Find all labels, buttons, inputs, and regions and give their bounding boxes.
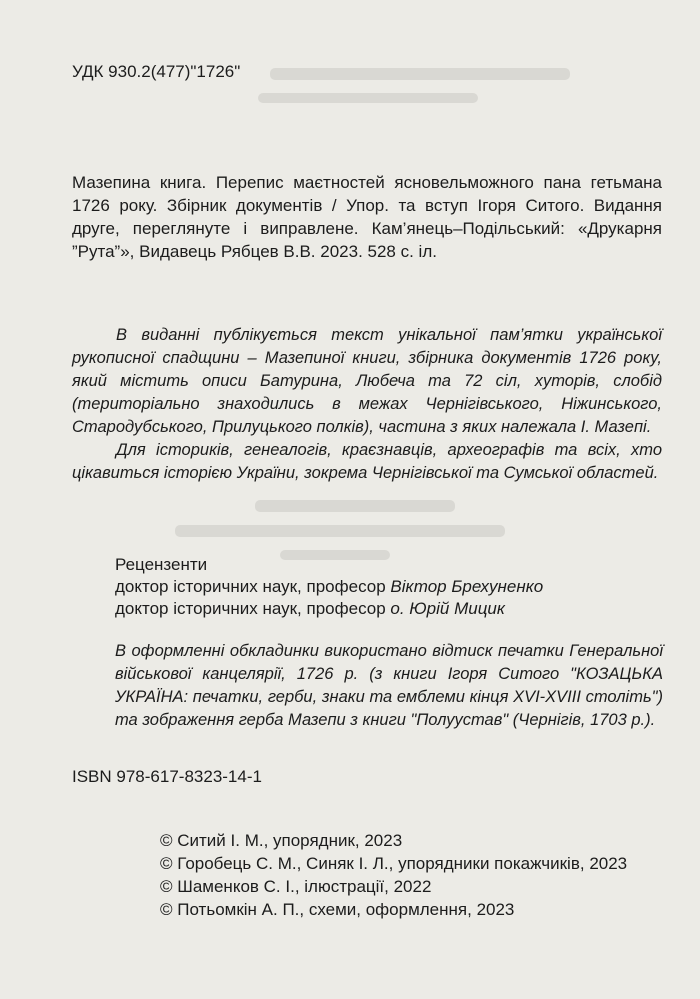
udk-code: УДК 930.2(477)"1726" — [72, 62, 241, 81]
annotation-paragraph: Для істориків, генеалогів, краєзнавців, археографів та всіх, хто цікавиться історією України, зокрема Чернігівської та Сумської областей. — [72, 441, 662, 482]
reviewer-name: о. Юрій Мицик — [390, 599, 505, 618]
bibliographic-record: Мазепина книга. Перепис маєтностей ясновельможного пана гетьмана 1726 року. Збірник документів / Упор. та вступ Ігоря Ситого. Видання друге, переглянуте і виправлене. Кам’янець–Подільський: «Друкарня ”Рута”», Видавець Рябцев В.В. 2023. 528 с. іл. — [72, 173, 662, 261]
annotation — [72, 324, 662, 485]
reviewer-line — [115, 598, 675, 620]
copyright-line: © Шаменков С. І., ілюстрації, 2022 — [160, 877, 432, 896]
copyright-line: © Ситий І. М., упорядник, 2023 — [160, 831, 403, 850]
copyright-line: © Потьомкін А. П., схеми, оформлення, 2023 — [160, 900, 515, 919]
reviewer-title: доктор історичних наук, професор — [115, 577, 391, 596]
reviewers-heading: Рецензенти — [115, 555, 208, 574]
annotation-paragraph: В виданні публікується текст унікальної пам’ятки української рукописної спадщини – Мазепиної книги, збірника документів 1726 року, який містить описи Батурина, Любеча та 72 сіл, хуторів, слобід (територіально знаходились в межах Чернігівського, Ніжинського, Стародубського, Прилуцького полків), частина з яких належала І. Мазепі. — [72, 326, 662, 436]
isbn: ISBN 978-617-8323-14-1 — [72, 767, 262, 786]
copyright-line: © Горобець С. М., Синяк І. Л., упорядники покажчиків, 2023 — [160, 854, 628, 873]
reviewer-title: доктор історичних наук, професор — [115, 599, 391, 618]
reviewer-name: Віктор Брехуненко — [390, 577, 544, 596]
reviewers-block — [115, 554, 675, 620]
copyright-block — [160, 829, 627, 921]
reviewer-line — [115, 576, 675, 598]
cover-design-note: В оформленні обкладинки використано відтиск печатки Генеральної військової канцелярії, 1726 р. (з книги Ігоря Ситого "КОЗАЦЬКА УКРАЇНА: печатки, герби, знаки та емблеми кінця XVI-XVIII століть") та зображення герба Мазепи з книги "Полуустав" (Чернігів, 1703 р.). — [115, 642, 663, 729]
